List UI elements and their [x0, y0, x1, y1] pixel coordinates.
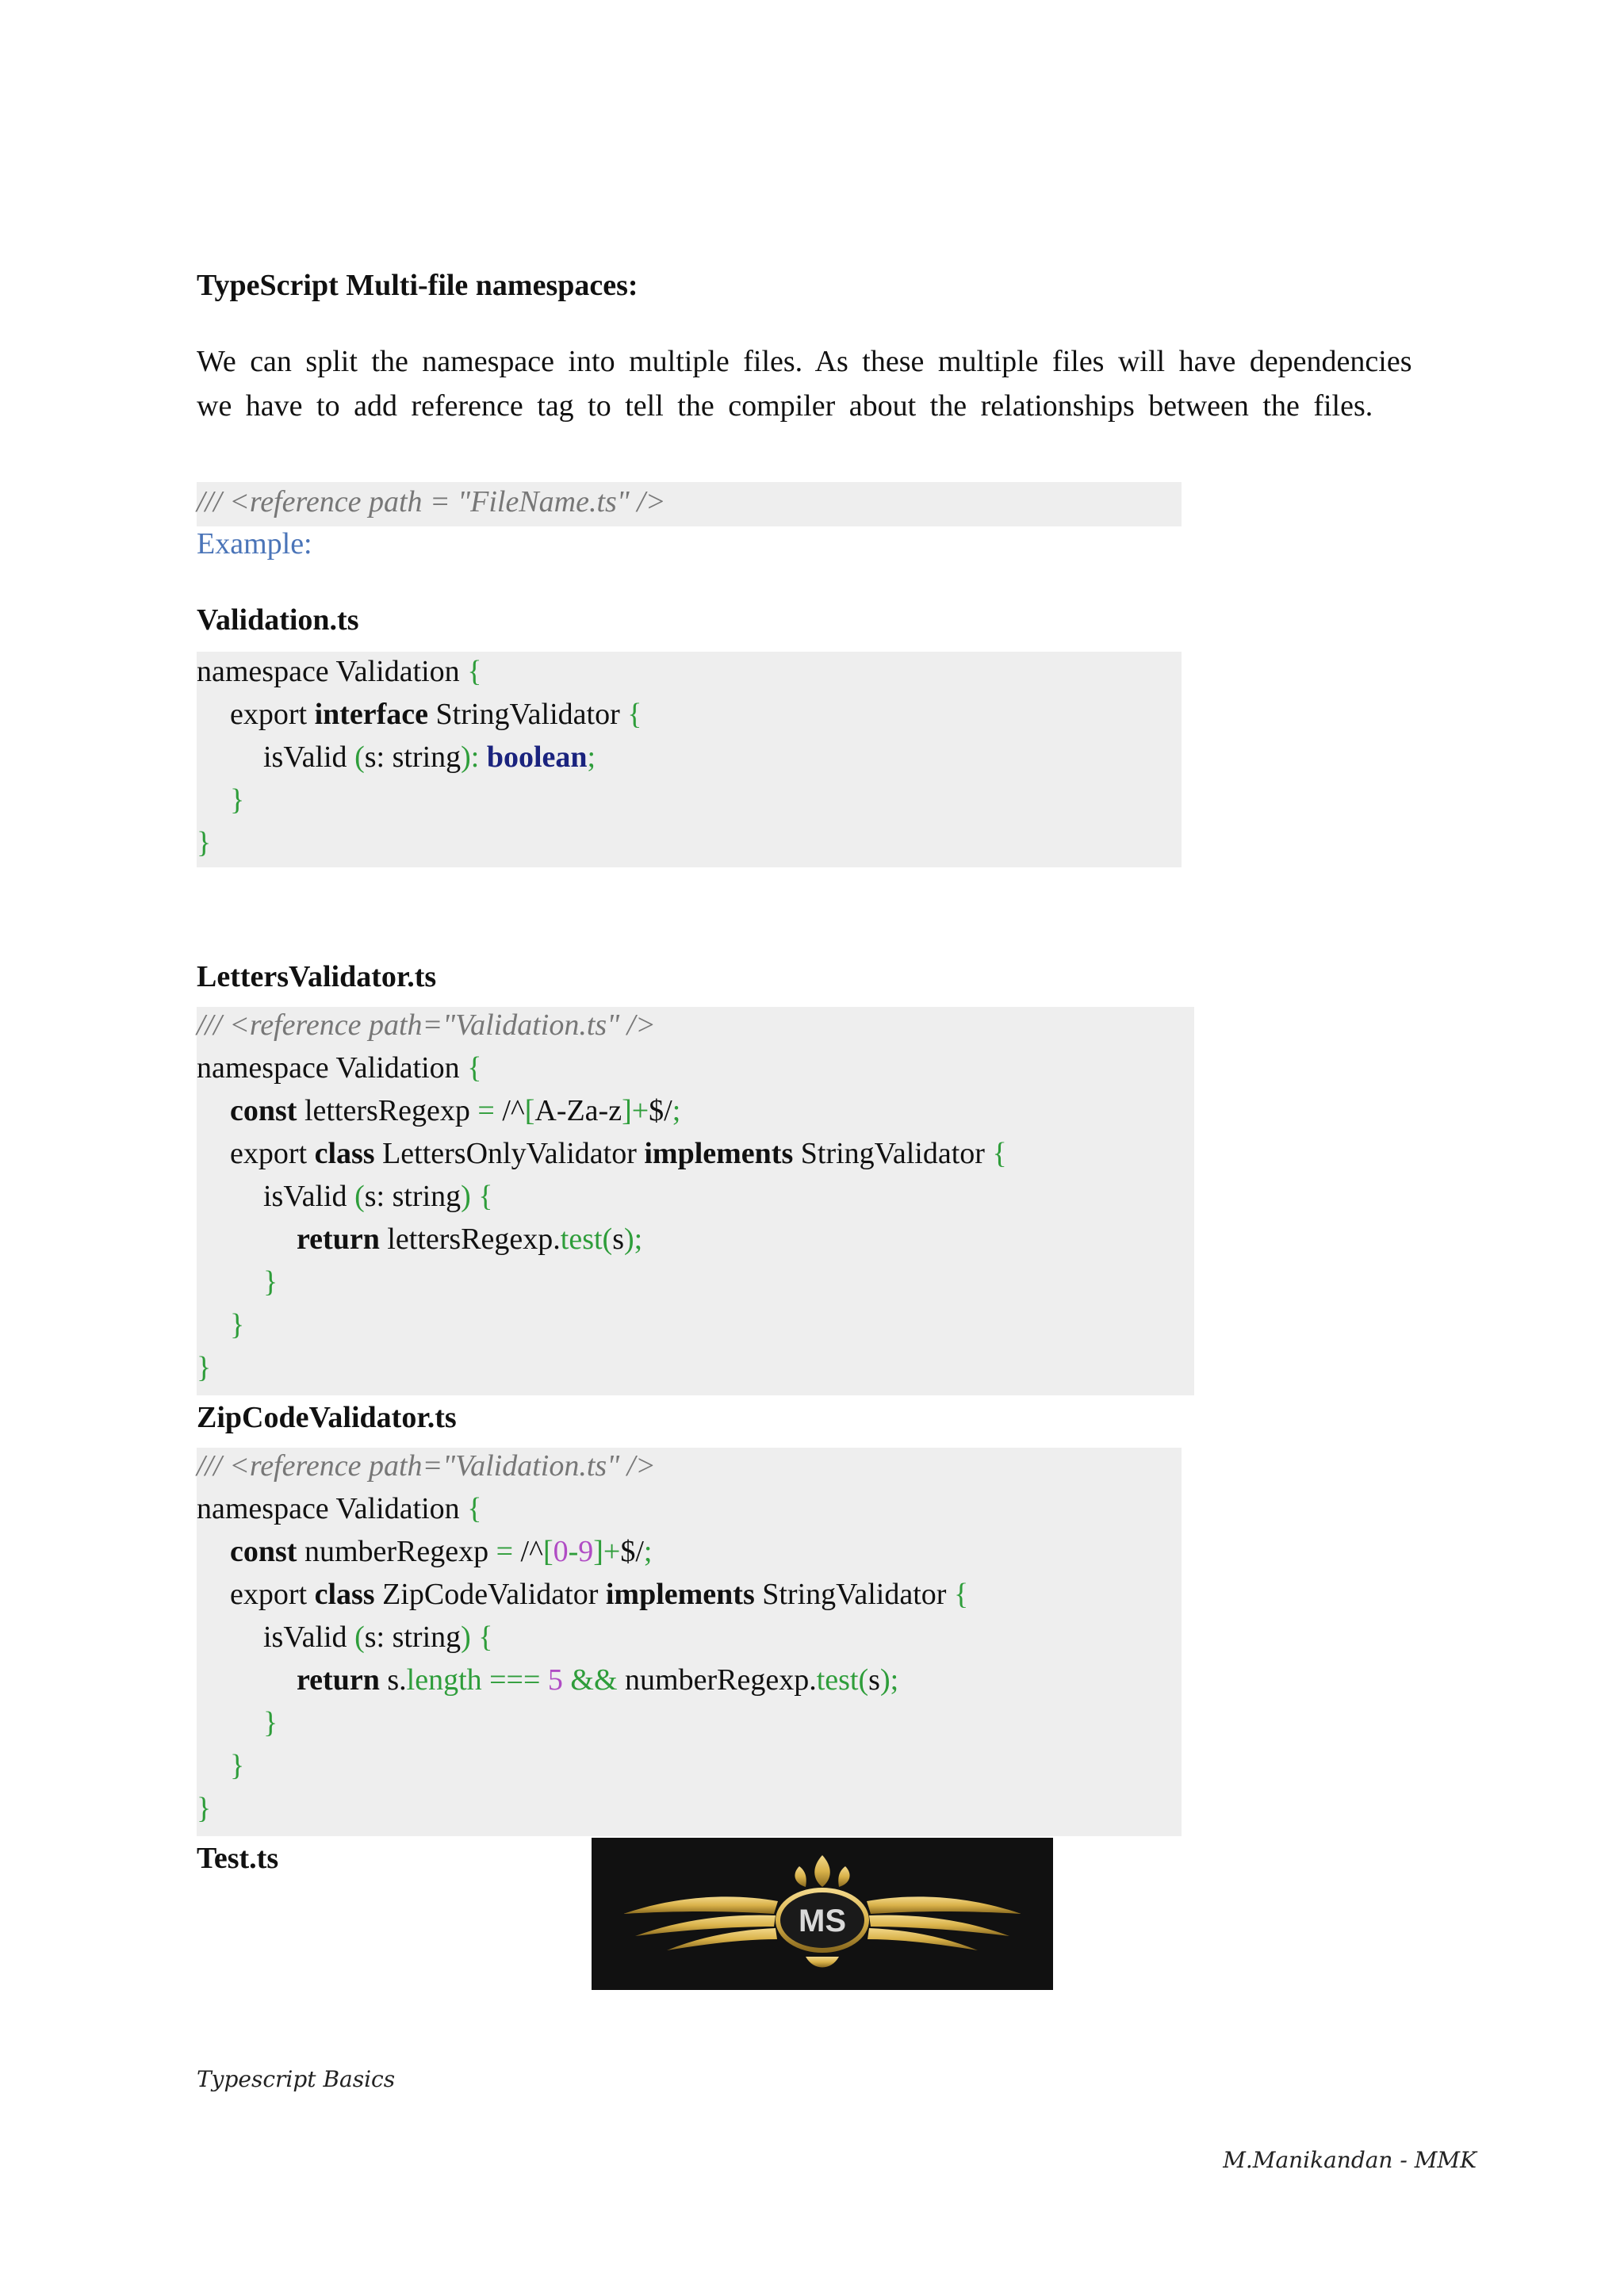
code-line: } [263, 1265, 278, 1299]
intro-line-2: we have to add reference tag to tell the compiler about the relationships between the files. [197, 389, 1373, 423]
code-line: export class LettersOnlyValidator implements StringValidator { [230, 1137, 1007, 1170]
code-line: namespace Validation { [197, 1492, 482, 1525]
code-line: return lettersRegexp.test(s); [297, 1223, 643, 1256]
footer-author: M.Manikandan - MMK [1223, 2147, 1477, 2173]
example-label: Example: [197, 527, 312, 561]
file-heading-validation: Validation.ts [197, 603, 359, 637]
code-line: const lettersRegexp = /^[A-Za-z]+$/; [230, 1094, 681, 1127]
code-line: const numberRegexp = /^[0-9]+$/; [230, 1535, 653, 1568]
code-line: return s.length === 5 && numberRegexp.test(s); [297, 1663, 899, 1697]
file-heading-letters-validator: LettersValidator.ts [197, 960, 437, 993]
footer-doc-title: Typescript Basics [197, 2066, 396, 2092]
code-line: } [197, 1351, 212, 1384]
code-line: export interface StringValidator { [230, 698, 642, 731]
code-line: } [263, 1706, 278, 1739]
code-line: } [230, 783, 245, 817]
reference-syntax: /// <reference path = "FileName.ts" /> [197, 485, 666, 519]
intro-line-1: We can split the namespace into multiple files. As these multiple files will have dependencies [197, 345, 1412, 378]
code-line: } [197, 1792, 212, 1825]
code-line: } [230, 1308, 245, 1341]
code-line: isValid (s: string): boolean; [263, 740, 596, 774]
ms-logo [592, 1838, 1053, 1990]
logo-text: MS [799, 1904, 846, 1938]
code-line: } [197, 826, 212, 859]
file-heading-zipcode-validator: ZipCodeValidator.ts [197, 1401, 457, 1434]
winged-logo-icon [592, 1838, 1053, 1990]
code-line: isValid (s: string) { [263, 1180, 493, 1213]
code-line: namespace Validation { [197, 1051, 482, 1085]
code-line: export class ZipCodeValidator implements StringValidator { [230, 1578, 969, 1611]
code-reference-line: /// <reference path="Validation.ts" /> [197, 1449, 656, 1483]
file-heading-test: Test.ts [197, 1842, 279, 1875]
code-line: } [230, 1749, 245, 1782]
page-title: TypeScript Multi-file namespaces: [197, 269, 638, 302]
code-reference-line: /// <reference path="Validation.ts" /> [197, 1008, 656, 1042]
code-line: isValid (s: string) { [263, 1621, 493, 1654]
code-line: namespace Validation { [197, 655, 482, 688]
